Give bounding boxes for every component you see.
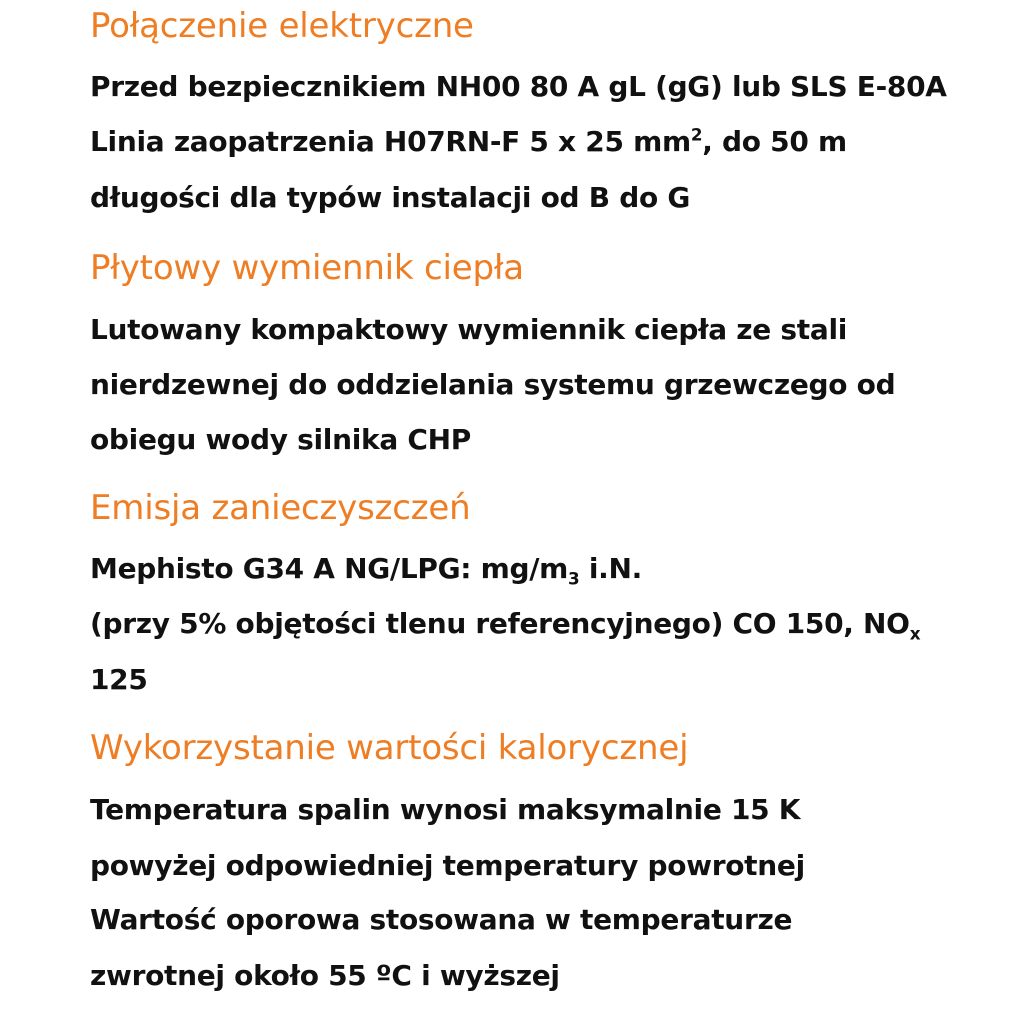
section-line: Przed bezpiecznikiem NH00 80 A gL (gG) lub SLS E-80A <box>90 70 947 103</box>
subscript: 3 <box>568 568 580 589</box>
superscript: 2 <box>690 124 703 145</box>
section-heading-calorific-value: Wykorzystanie wartości kalorycznej <box>90 728 689 768</box>
subscript: x <box>909 623 921 644</box>
section-line: obiegu wody silnika CHP <box>90 423 471 456</box>
section-line: zwrotnej około 55 ºC i wyższej <box>90 959 560 992</box>
section-line: Lutowany kompaktowy wymiennik ciepła ze stali <box>90 313 848 346</box>
section-line: powyżej odpowiedniej temperatury powrotnej <box>90 849 805 882</box>
section-heading-heat-exchanger: Płytowy wymiennik ciepła <box>90 248 524 288</box>
section-line: długości dla typów instalacji od B do G <box>90 181 691 214</box>
section-line: nierdzewnej do oddzielania systemu grzewczego od <box>90 368 896 401</box>
section-line: Linia zaopatrzenia H07RN-F 5 x 25 $mm^2$, do 50 m <box>90 124 847 158</box>
section-line: Mephisto G34 A NG/LPG: $mg/m_3$ i.N. <box>90 552 642 589</box>
section-line: 125 <box>90 663 148 696</box>
section-heading-emissions: Emisja zanieczyszczeń <box>90 488 471 528</box>
section-line: (przy 5% objętości tlenu referencyjnego) CO 150, $NO_x$ <box>90 607 921 644</box>
section-line: Wartość oporowa stosowana w temperaturze <box>90 903 793 936</box>
section-heading-electrical: Połączenie elektryczne <box>90 6 474 46</box>
section-line: Temperatura spalin wynosi maksymalnie 15 K <box>90 793 801 826</box>
